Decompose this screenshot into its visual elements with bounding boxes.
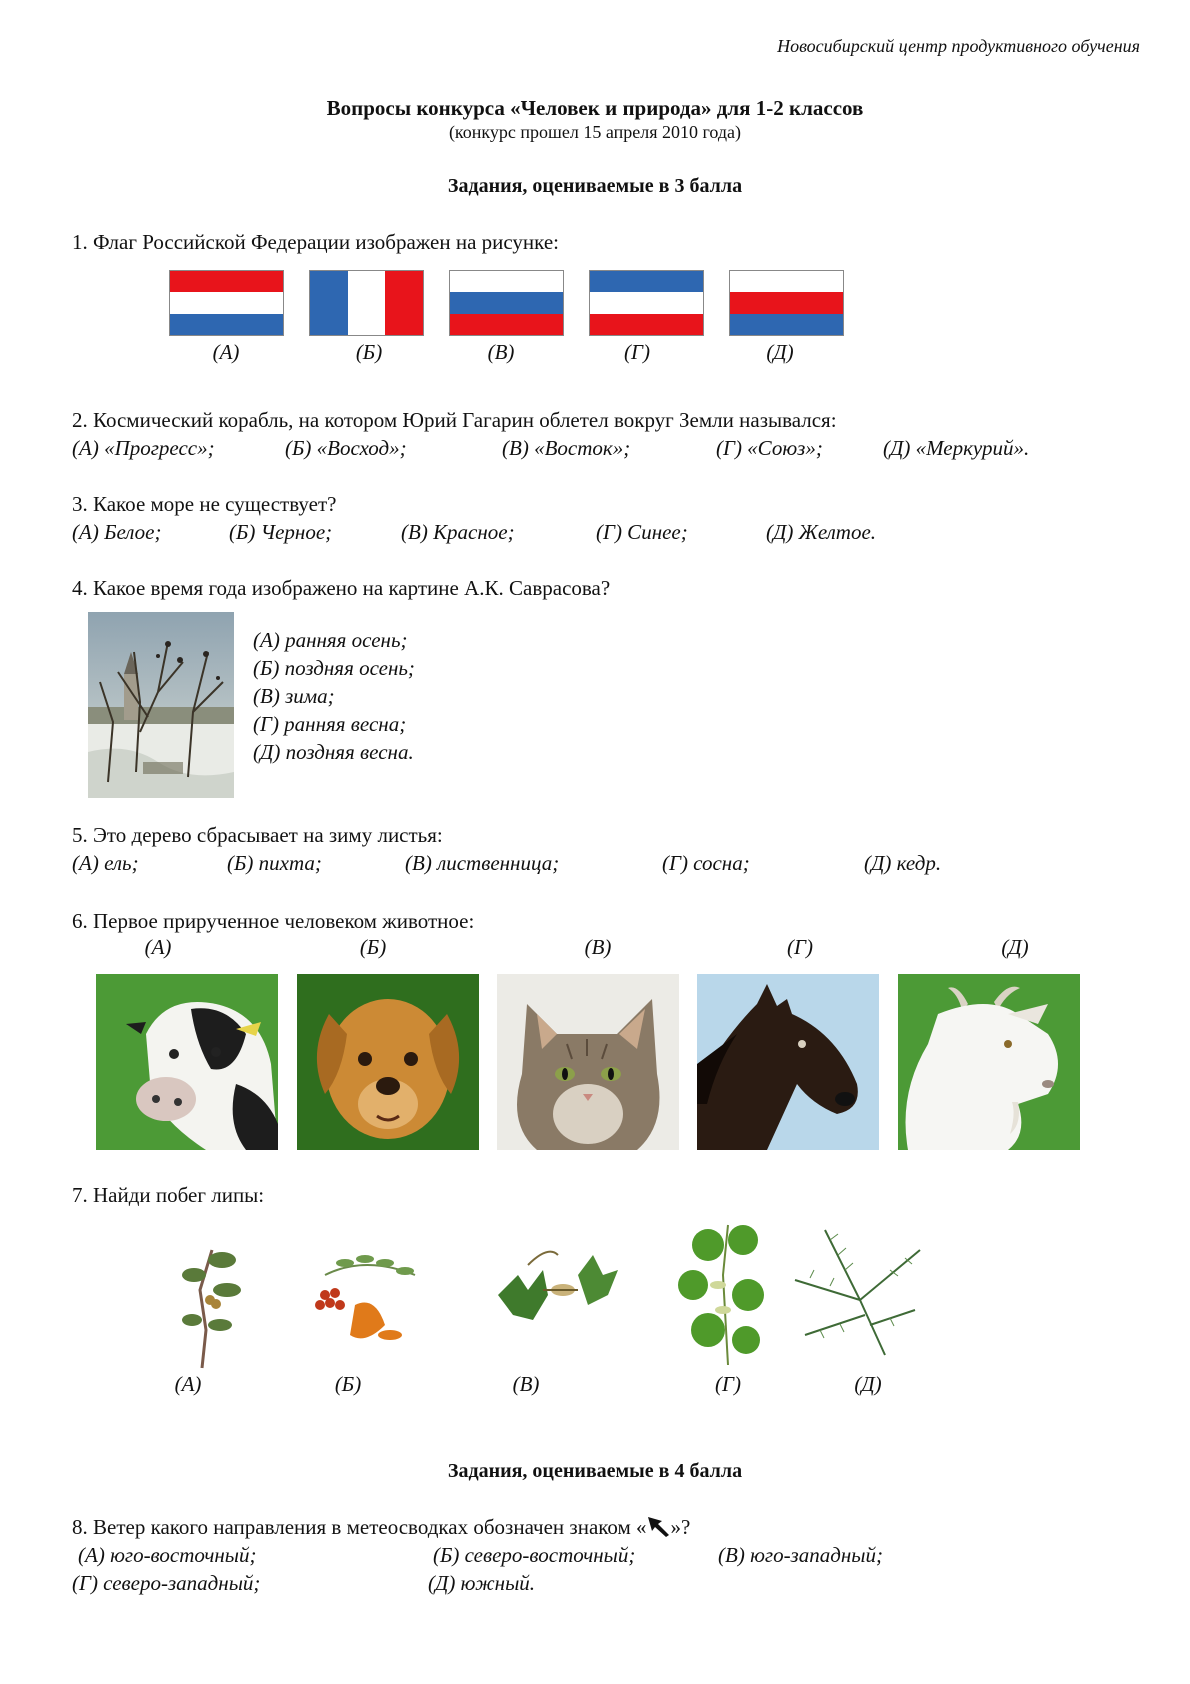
plant-rowan-image[interactable] bbox=[305, 1235, 425, 1355]
flag-label-v: (В) bbox=[487, 340, 515, 364]
plant-label-a: (А) bbox=[174, 1372, 202, 1396]
flag-label-a: (А) bbox=[212, 340, 240, 364]
flag-label-g: (Г) bbox=[624, 340, 650, 364]
animal-label-g: (Г) bbox=[787, 935, 813, 959]
q3-option-v[interactable]: (В) Красное; bbox=[401, 520, 515, 544]
q4-option-a[interactable]: (А) ранняя осень; bbox=[253, 628, 408, 652]
plant-label-d: (Д) bbox=[854, 1372, 882, 1396]
plant-label-v: (В) bbox=[512, 1372, 540, 1396]
q2-option-d[interactable]: (Д) «Меркурий». bbox=[883, 436, 1030, 460]
question-8 bbox=[72, 1515, 690, 1540]
q3-option-b[interactable]: (Б) Черное; bbox=[229, 520, 333, 544]
q3-option-d[interactable]: (Д) Желтое. bbox=[766, 520, 877, 544]
page-title: Вопросы конкурса «Человек и природа» для 1-2 классов bbox=[326, 96, 864, 120]
flag-label-b: (Б) bbox=[355, 340, 383, 364]
section-heading-3: Задания, оцениваемые в 3 балла bbox=[447, 175, 743, 197]
q5-option-d[interactable]: (Д) кедр. bbox=[864, 851, 942, 875]
animal-label-a: (А) bbox=[144, 935, 172, 959]
savrasov-painting bbox=[88, 612, 234, 798]
q2-option-g[interactable]: (Г) «Союз»; bbox=[716, 436, 823, 460]
animal-label-d: (Д) bbox=[1001, 935, 1029, 959]
plant-spruce-image[interactable] bbox=[790, 1220, 925, 1360]
question-1: 1. Флаг Российской Федерации изображен на рисунке: bbox=[72, 230, 559, 254]
cat-image[interactable] bbox=[497, 974, 679, 1150]
q8-text-before: 8. Ветер какого направления в метеосводках обозначен знаком « bbox=[72, 1515, 647, 1539]
q4-option-b[interactable]: (Б) поздняя осень; bbox=[253, 656, 415, 680]
dog-image[interactable] bbox=[297, 974, 479, 1150]
q8-option-b[interactable]: (Б) северо-восточный; bbox=[433, 1543, 636, 1567]
q4-option-g[interactable]: (Г) ранняя весна; bbox=[253, 712, 407, 736]
plant-linden-image[interactable] bbox=[668, 1215, 768, 1365]
q5-option-a[interactable]: (А) ель; bbox=[72, 851, 139, 875]
section-heading-4: Задания, оцениваемые в 4 балла bbox=[447, 1460, 743, 1482]
question-3: 3. Какое море не существует? bbox=[72, 492, 337, 516]
flag-option-b[interactable] bbox=[309, 270, 424, 336]
question-2: 2. Космический корабль, на котором Юрий Гагарин облетел вокруг Земли назывался: bbox=[72, 408, 837, 432]
cow-image[interactable] bbox=[96, 974, 278, 1150]
q8-option-a[interactable]: (А) юго-восточный; bbox=[78, 1543, 257, 1567]
q8-option-d[interactable]: (Д) южный. bbox=[428, 1571, 536, 1595]
plant-label-g: (Г) bbox=[715, 1372, 741, 1396]
q5-option-v[interactable]: (В) лиственница; bbox=[405, 851, 560, 875]
q2-option-a[interactable]: (А) «Прогресс»; bbox=[72, 436, 215, 460]
question-4: 4. Какое время года изображено на картине А.К. Саврасова? bbox=[72, 576, 611, 600]
header-org: Новосибирский центр продуктивного обучения bbox=[777, 36, 1140, 56]
q3-option-g[interactable]: (Г) Синее; bbox=[596, 520, 688, 544]
plant-maple-image[interactable] bbox=[488, 1235, 623, 1340]
q8-option-g[interactable]: (Г) северо-западный; bbox=[72, 1571, 261, 1595]
flag-option-g[interactable] bbox=[589, 270, 704, 336]
question-7: 7. Найди побег липы: bbox=[72, 1183, 265, 1207]
horse-image[interactable] bbox=[697, 974, 879, 1150]
q2-option-b[interactable]: (Б) «Восход»; bbox=[285, 436, 407, 460]
q4-option-v[interactable]: (В) зима; bbox=[253, 684, 335, 708]
flag-option-d[interactable] bbox=[729, 270, 844, 336]
q5-option-b[interactable]: (Б) пихта; bbox=[227, 851, 322, 875]
q3-option-a[interactable]: (А) Белое; bbox=[72, 520, 162, 544]
q4-option-d[interactable]: (Д) поздняя весна. bbox=[253, 740, 414, 764]
wind-arrow-icon bbox=[647, 1516, 671, 1538]
q8-text-after: »? bbox=[670, 1515, 691, 1539]
flag-option-a[interactable] bbox=[169, 270, 284, 336]
flag-label-d: (Д) bbox=[766, 340, 794, 364]
q2-option-v[interactable]: (В) «Восток»; bbox=[502, 436, 631, 460]
question-6: 6. Первое прирученное человеком животное: bbox=[72, 909, 475, 933]
question-5: 5. Это дерево сбрасывает на зиму листья: bbox=[72, 823, 443, 847]
flag-option-v[interactable] bbox=[449, 270, 564, 336]
q8-option-v[interactable]: (В) юго-западный; bbox=[718, 1543, 884, 1567]
animal-label-v: (В) bbox=[584, 935, 612, 959]
animal-label-b: (Б) bbox=[359, 935, 387, 959]
goat-image[interactable] bbox=[898, 974, 1080, 1150]
q5-option-g[interactable]: (Г) сосна; bbox=[662, 851, 750, 875]
plant-oak-image[interactable] bbox=[172, 1230, 252, 1370]
plant-label-b: (Б) bbox=[334, 1372, 362, 1396]
page-subtitle: (конкурс прошел 15 апреля 2010 года) bbox=[448, 122, 742, 142]
